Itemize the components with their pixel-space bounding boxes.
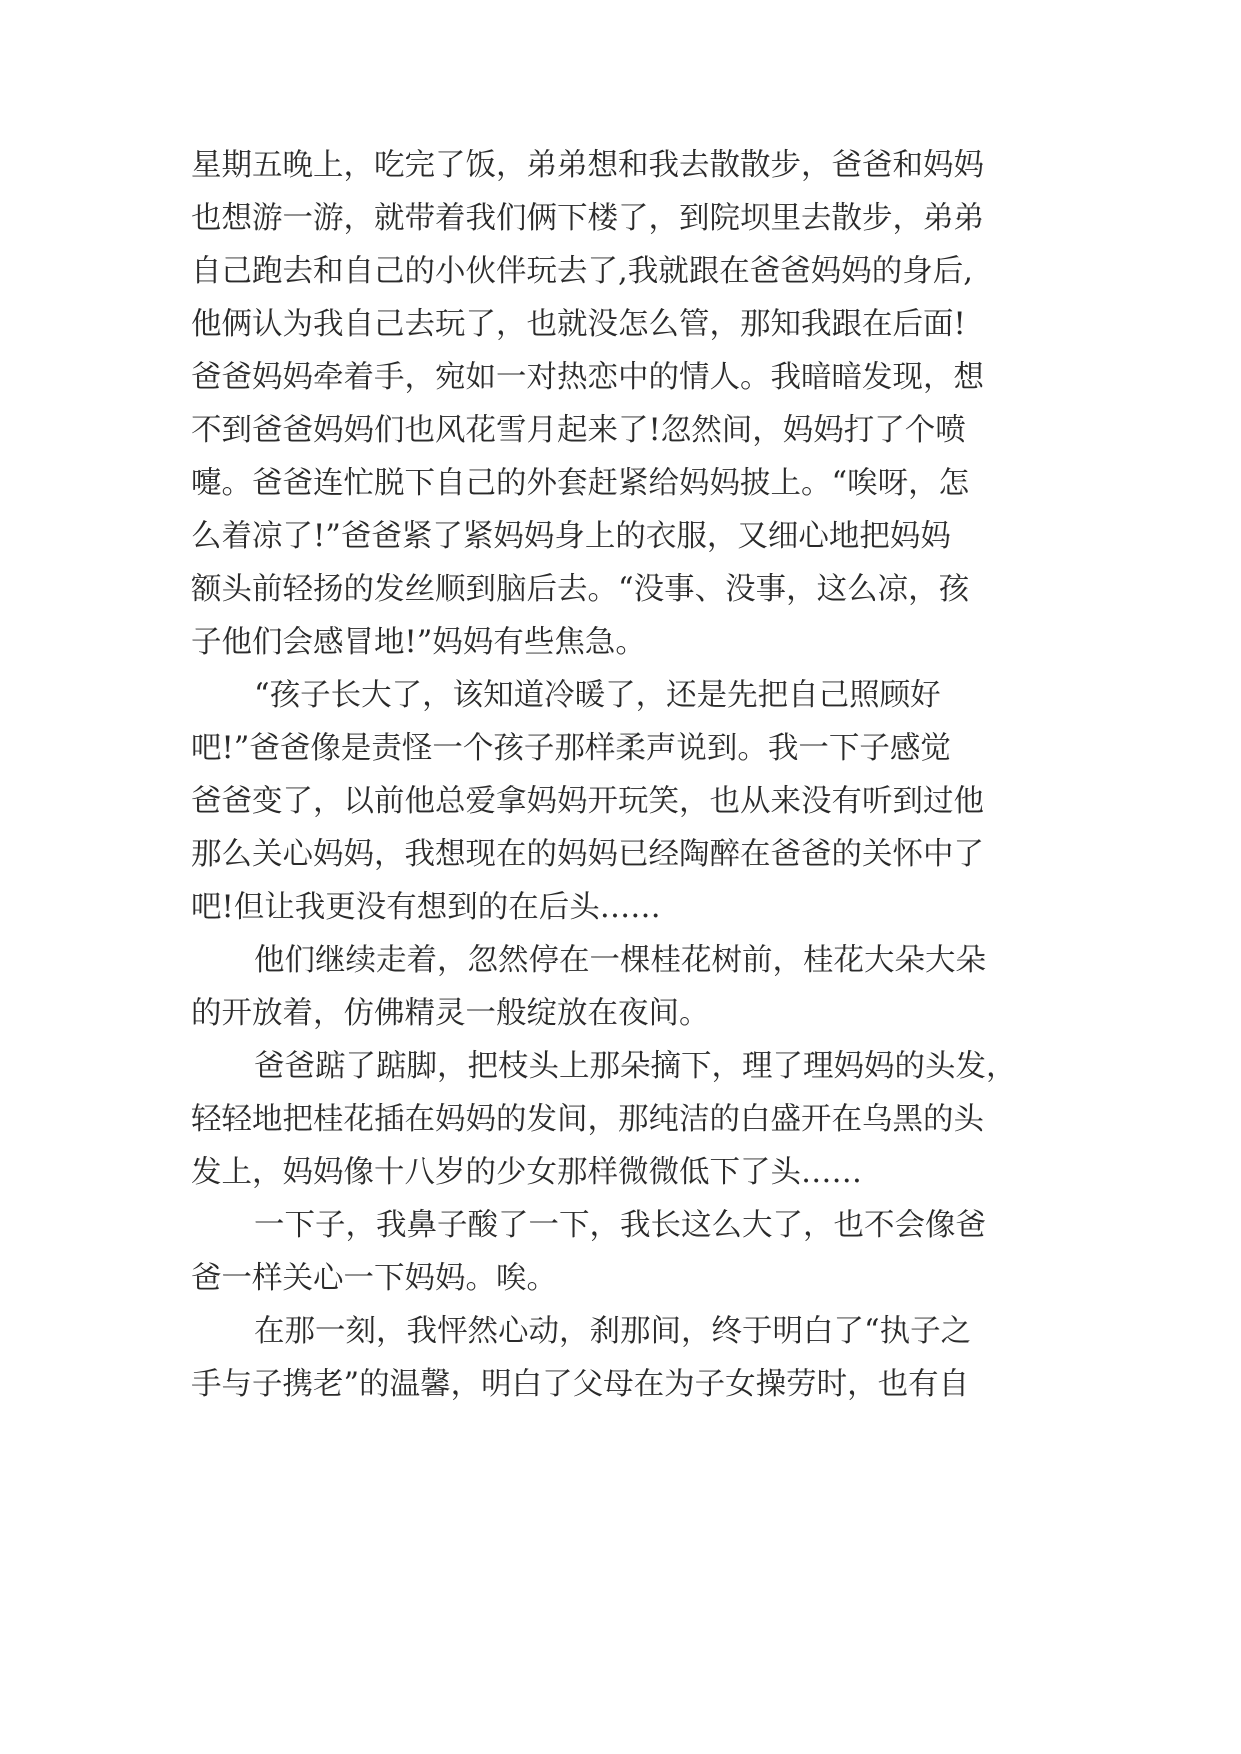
text-line-8: 么着凉了!”爸爸紧了紧妈妈身上的衣服，又细心地把妈妈 xyxy=(191,519,951,554)
text-line-9: 额头前轻扬的发丝顺到脑后去。“没事、没事，这么凉，孩 xyxy=(191,572,970,607)
text-line-12: 吧!”爸爸像是责怪一个孩子那样柔声说到。我一下子感觉 xyxy=(191,731,951,766)
text-line-15: 吧!但让我更没有想到的在后头…… xyxy=(191,890,661,925)
text-line-3: 自己跑去和自己的小伙伴玩去了,我就跟在爸爸妈妈的身后, xyxy=(191,254,973,289)
text-line-6: 不到爸爸妈妈们也风花雪月起来了!忽然间，妈妈打了个喷 xyxy=(191,413,966,448)
text-line-11: “孩子长大了，该知道冷暖了，还是先把自己照顾好 xyxy=(254,678,941,713)
text-line-23: 在那一刻，我怦然心动，刹那间，终于明白了“执子之 xyxy=(254,1314,972,1349)
text-line-22: 爸一样关心一下妈妈。唉。 xyxy=(191,1261,557,1296)
text-line-21: 一下子，我鼻子酸了一下，我长这么大了，也不会像爸 xyxy=(254,1208,986,1243)
text-line-10: 子他们会感冒地!”妈妈有些焦急。 xyxy=(191,625,646,660)
text-line-20: 发上，妈妈像十八岁的少女那样微微低下了头…… xyxy=(191,1155,862,1190)
text-line-18: 爸爸踮了踮脚，把枝头上那朵摘下，理了理妈妈的头发， xyxy=(254,1049,1017,1084)
text-line-5: 爸爸妈妈牵着手，宛如一对热恋中的情人。我暗暗发现，想 xyxy=(191,360,984,395)
text-line-4: 他俩认为我自己去玩了，也就没怎么管，那知我跟在后面! xyxy=(191,307,966,342)
text-line-1: 星期五晚上，吃完了饭，弟弟想和我去散散步，爸爸和妈妈 xyxy=(191,148,984,183)
text-line-2: 也想游一游，就带着我们俩下楼了，到院坝里去散步，弟弟 xyxy=(191,201,984,236)
text-line-13: 爸爸变了，以前他总爱拿妈妈开玩笑，也从来没有听到过他 xyxy=(191,784,984,819)
text-line-17: 的开放着，仿佛精灵一般绽放在夜间。 xyxy=(191,996,710,1031)
text-line-7: 嚏。爸爸连忙脱下自己的外套赶紧给妈妈披上。“唉呀，怎 xyxy=(191,466,970,501)
text-line-24: 手与子携老”的温馨，明白了父母在为子女操劳时，也有自 xyxy=(191,1367,970,1402)
text-line-19: 轻轻地把桂花插在妈妈的发间，那纯洁的白盛开在乌黑的头 xyxy=(191,1102,984,1137)
text-line-16: 他们继续走着，忽然停在一棵桂花树前，桂花大朵大朵 xyxy=(254,943,986,978)
text-line-14: 那么关心妈妈，我想现在的妈妈已经陶醉在爸爸的关怀中了 xyxy=(191,837,984,872)
